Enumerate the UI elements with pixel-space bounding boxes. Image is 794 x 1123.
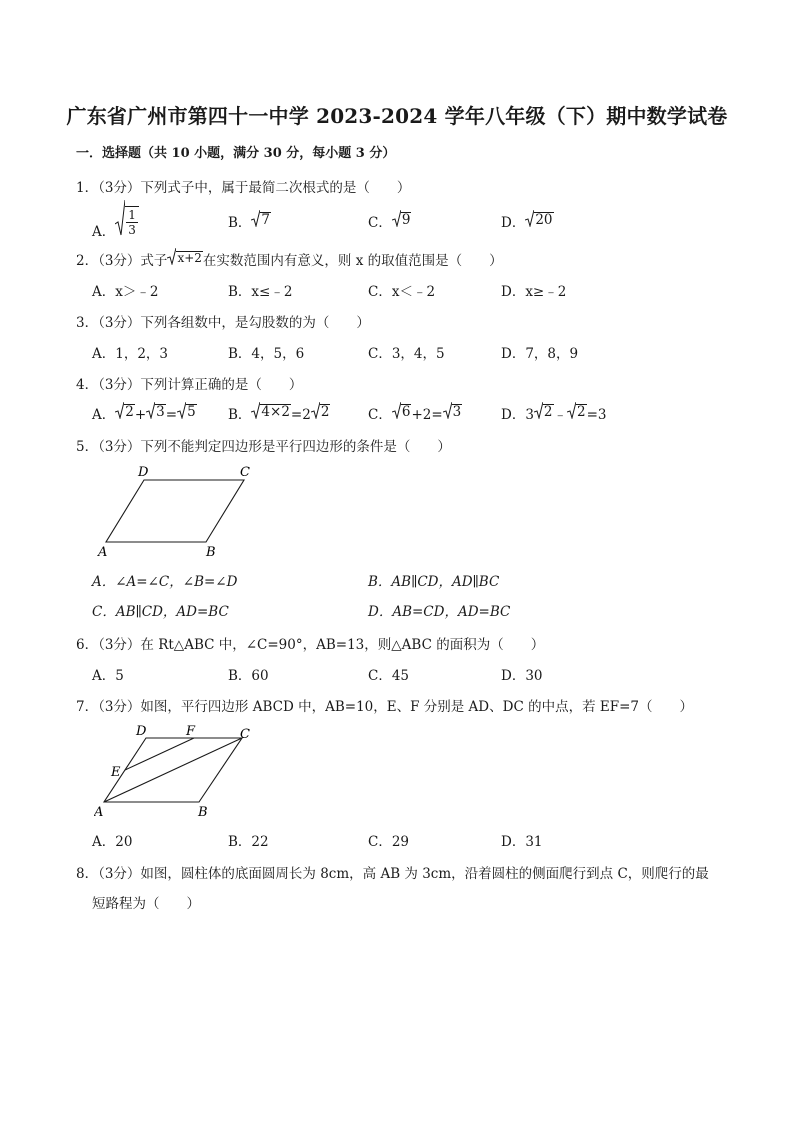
question-5-stem: 5．（3分）下列不能判定四边形是平行四边形的条件是（ ） bbox=[76, 439, 451, 455]
q4-c-radicand-1: 6 bbox=[401, 403, 411, 420]
q1-d-radicand: 20 bbox=[535, 211, 553, 228]
q4-c-radicand-2: 3 bbox=[452, 403, 462, 420]
q3-option-b: B．4，5，6 bbox=[228, 346, 305, 362]
q1-option-d bbox=[501, 210, 554, 231]
q2-radicand: x+2 bbox=[177, 251, 202, 266]
q6-option-c: C．45 bbox=[368, 668, 410, 684]
q7-option-b: B．22 bbox=[228, 834, 269, 850]
q4-option-c bbox=[368, 402, 462, 423]
q2-option-b: B．x≤﹣2 bbox=[228, 284, 293, 300]
q1-option-c bbox=[368, 210, 411, 231]
section-heading: 一．选择题（共 10 小题，满分 30 分，每小题 3 分） bbox=[76, 146, 396, 161]
q1-option-a bbox=[92, 200, 139, 240]
q5-option-d: D．AB=CD，AD=BC bbox=[368, 604, 511, 620]
exam-title: 广东省广州市第四十一中学 2023-2024 学年八年级（下）期中数学试卷 bbox=[66, 104, 728, 128]
q7-option-d: D．31 bbox=[501, 834, 543, 850]
q4-b-label: B． bbox=[228, 407, 252, 423]
q4-d-radicand-2: 2 bbox=[577, 403, 586, 420]
question-4-stem: 4．（3分）下列计算正确的是（ ） bbox=[76, 377, 303, 393]
q7-option-a: A．20 bbox=[92, 834, 133, 850]
q5-label-c: C bbox=[240, 465, 250, 480]
q4-b-radicand-1: 4×2 bbox=[261, 403, 290, 420]
q7-label-a: A bbox=[94, 805, 104, 820]
q6-option-a: A．5 bbox=[92, 668, 124, 684]
question-6-stem: 6．（3分）在 Rt△ABC 中，∠C=90°，AB=13，则△ABC 的面积为（ ） bbox=[76, 637, 545, 653]
q4-a-label: A． bbox=[92, 407, 116, 423]
q7-parallelogram-figure bbox=[94, 722, 264, 822]
question-1-stem: 1．（3分）下列式子中，属于最简二次根式的是（ ） bbox=[76, 180, 411, 196]
q2-stem-pre: 2．（3分）式子 bbox=[76, 253, 168, 269]
q5-label-a: A bbox=[98, 545, 108, 560]
q5-option-a: A．∠A=∠C，∠B=∠D bbox=[92, 574, 238, 590]
q6-option-b: B．60 bbox=[228, 668, 269, 684]
q4-c-label: C． bbox=[368, 407, 392, 423]
q2-stem-post: 在实数范围内有意义，则 x 的取值范围是（ ） bbox=[202, 253, 503, 269]
q4-d-coefficient: 3 bbox=[525, 407, 534, 423]
q1-c-radicand: 9 bbox=[401, 211, 411, 228]
q3-option-c: C．3，4，5 bbox=[368, 346, 445, 362]
q1-a-label: A． bbox=[92, 224, 116, 240]
question-3-stem: 3．（3分）下列各组数中，是勾股数的为（ ） bbox=[76, 315, 370, 331]
q7-label-d: D bbox=[136, 724, 147, 739]
q5-option-b: B．AB∥CD，AD∥BC bbox=[368, 574, 500, 590]
q6-option-d: D．30 bbox=[501, 668, 543, 684]
q7-option-c: C．29 bbox=[368, 834, 410, 850]
q5-option-c: C．AB∥CD，AD=BC bbox=[92, 604, 229, 620]
q7-label-c: C bbox=[240, 727, 250, 742]
q2-option-d: D．x≥﹣2 bbox=[501, 284, 567, 300]
q4-b-equals: =2 bbox=[290, 407, 311, 423]
q4-a-equals: = bbox=[165, 407, 178, 423]
q4-d-label: D． bbox=[501, 407, 526, 423]
q4-a-plus: + bbox=[134, 407, 147, 423]
q1-b-radicand: 7 bbox=[261, 211, 271, 228]
q5-parallelogram bbox=[106, 480, 244, 542]
q4-option-d bbox=[501, 402, 607, 423]
q4-b-radicand-2: 2 bbox=[320, 403, 330, 420]
q1-d-label: D． bbox=[501, 215, 526, 231]
q3-option-a: A．1，2，3 bbox=[92, 346, 169, 362]
q2-option-c: C．x＜﹣2 bbox=[368, 284, 436, 300]
q4-a-radicand-1: 2 bbox=[125, 403, 134, 420]
q5-label-b: B bbox=[206, 545, 216, 560]
q4-d-minus: ﹣ bbox=[553, 407, 568, 423]
q4-option-a bbox=[92, 402, 197, 423]
q4-c-middle: +2= bbox=[411, 407, 443, 423]
question-8-stem-line-1: 8．（3分）如图，圆柱体的底面圆周长为 8cm，高 AB 为 3cm，沿着圆柱的侧面爬行到点 C，则爬行的最 bbox=[76, 866, 709, 882]
q5-parallelogram-figure bbox=[94, 460, 264, 560]
q3-option-d: D．7，8，9 bbox=[501, 346, 579, 362]
q4-a-radicand-2: 3 bbox=[156, 403, 165, 420]
q1-option-b bbox=[228, 210, 271, 231]
q2-option-a: A．x＞﹣2 bbox=[92, 284, 159, 300]
q4-option-b bbox=[228, 402, 330, 423]
q5-label-d: D bbox=[138, 465, 149, 480]
q7-label-f: F bbox=[186, 724, 196, 739]
question-8-stem-line-2: 短路程为（ ） bbox=[92, 896, 200, 912]
q1-a-radical bbox=[115, 200, 139, 236]
q4-d-result: =3 bbox=[586, 407, 607, 423]
q1-b-label: B． bbox=[228, 215, 252, 231]
question-7-stem: 7．（3分）如图，平行四边形 ABCD 中，AB=10，E、F 分别是 AD、DC 的中点，若 EF=7（ ） bbox=[76, 699, 693, 715]
q1-a-numerator: 1 bbox=[128, 208, 136, 222]
q4-a-radicand-3: 5 bbox=[187, 403, 196, 420]
question-2-stem bbox=[76, 248, 503, 269]
q1-c-label: C． bbox=[368, 215, 392, 231]
q7-label-b: B bbox=[198, 805, 208, 820]
q1-a-denominator: 3 bbox=[128, 223, 136, 237]
q7-label-e: E bbox=[111, 765, 121, 780]
q4-d-radicand-1: 2 bbox=[543, 403, 553, 420]
